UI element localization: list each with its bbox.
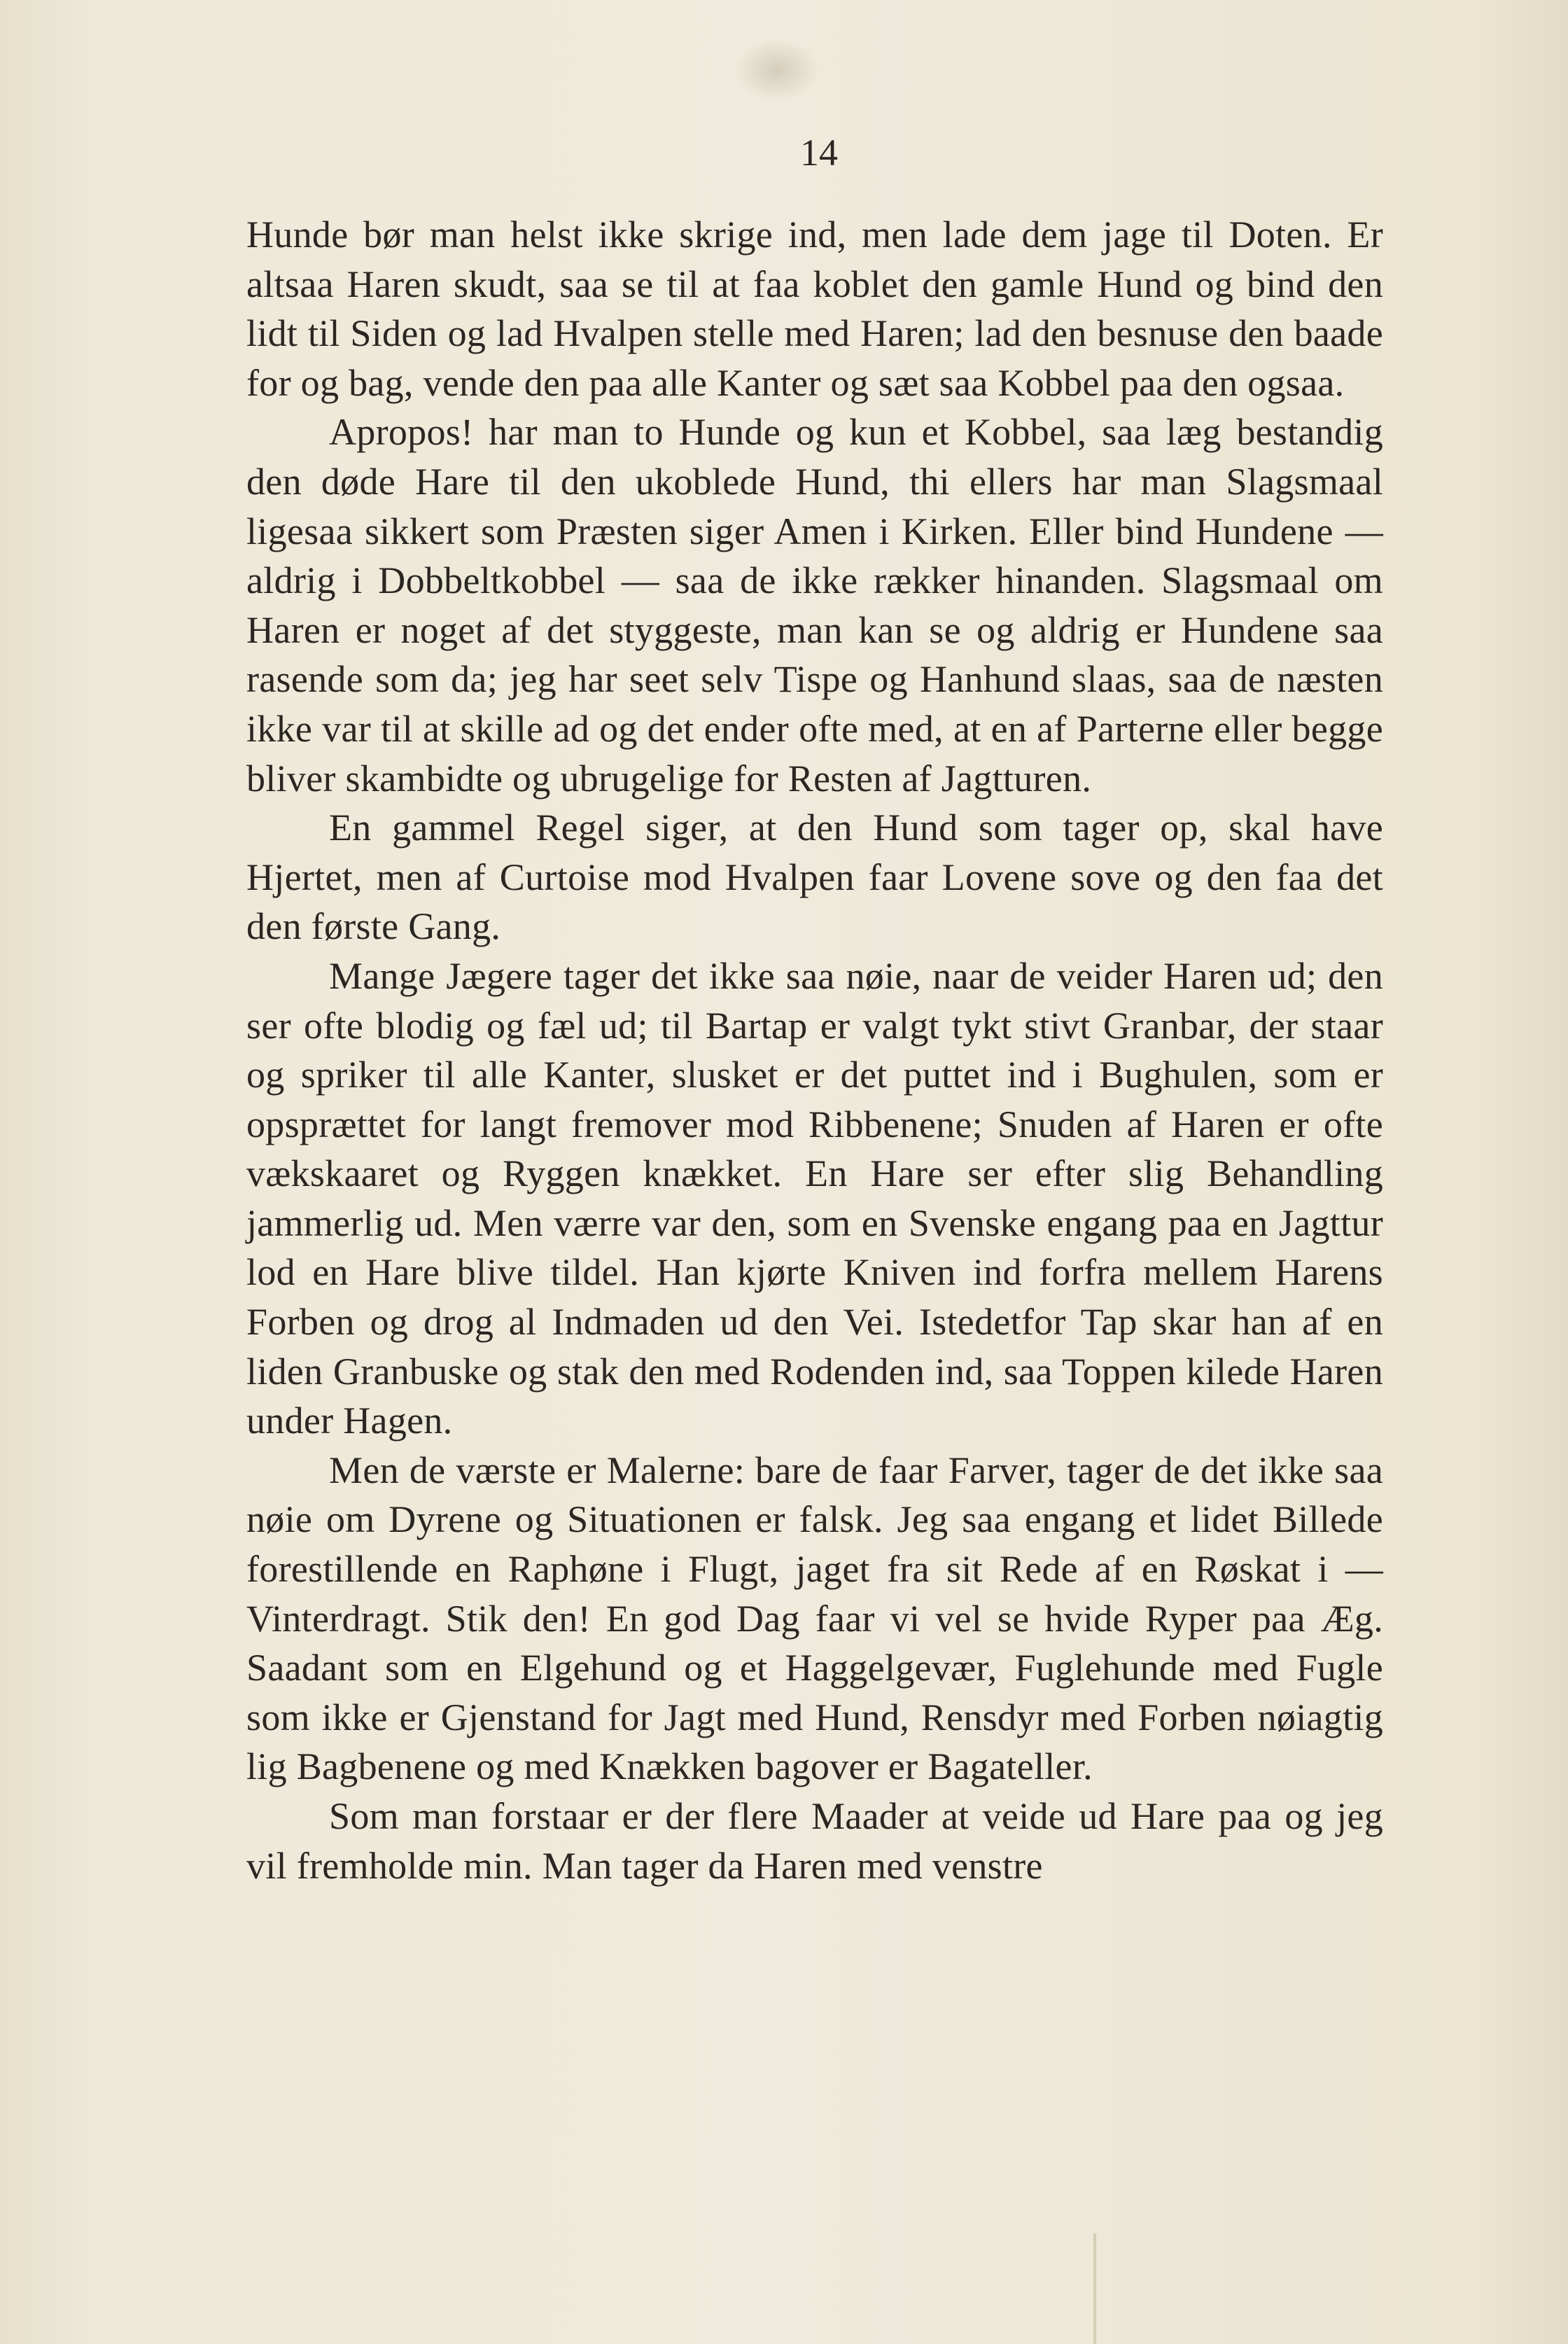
paragraph-3: En gammel Regel siger, at den Hund som tager op, skal have Hjertet, men af Curtoise mod Hvalpen faar Lovene sove og den faa det den første Gang. (246, 807, 1383, 948)
paper-stain (735, 39, 819, 102)
page-edge-mark (1093, 2233, 1096, 2344)
paragraph-4: Mange Jægere tager det ikke saa nøie, naar de veider Haren ud; den ser ofte blodig og fæl ud; til Bartap er valgt tykt stivt Granbar, der staar og spriker til alle Kanter, slusket er det puttet ind i Bughulen, som er opsprættet for langt fremover mod Ribbenene; Snuden af Haren er ofte vækskaaret og Ryggen knækket. En Hare ser efter slig Behandling jammerlig ud. Men værre var den, som en Svenske engang paa en Jagttur lod en Hare blive tildel. Han kjørte Kniven ind forfra mellem Harens Forben og drog al Indmaden ud den Vei. Istedetfor Tap skar han af en liden Granbuske og stak den med Rodenden ind, saa Toppen kilede Haren under Hagen. (246, 954, 1383, 1442)
page-number: 14 (800, 132, 838, 174)
body-text (246, 210, 1383, 1890)
paragraph-5: Men de værste er Malerne: bare de faar Farver, tager de det ikke saa nøie om Dyrene og Situationen er falsk. Jeg saa engang et lidet Billede forestillende en Raphøne i Flugt, jaget fra sit Rede af en Røskat i — Vinterdragt. Stik den! En god Dag faar vi vel se hvide Ryper paa Æg. Saadant som en Elgehund og et Haggelgevær, Fuglehunde med Fugle som ikke er Gjenstand for Jagt med Hund, Rensdyr med Forben nøiagtig lig Bagbenene og med Knækken bagover er Bagateller. (246, 1449, 1383, 1788)
paragraph-6: Som man forstaar er der flere Maader at veide ud Hare paa og jeg vil fremholde min. Man tager da Haren med venstre (246, 1795, 1383, 1887)
paragraph-2: Apropos! har man to Hunde og kun et Kobbel, saa læg bestandig den døde Hare til den ukoblede Hund, thi ellers har man Slagsmaal ligesaa sikkert som Præsten siger Amen i Kirken. Eller bind Hundene — aldrig i Dobbeltkobbel — saa de ikke rækker hinanden. Slagsmaal om Haren er noget af det styggeste, man kan se og aldrig er Hundene saa rasende som da; jeg har seet selv Tispe og Hanhund slaas, saa de næsten ikke var til at skille ad og det ender ofte med, at en af Parterne eller begge bliver skambidte og ubrugelige for Resten af Jagtturen. (246, 411, 1383, 800)
paragraph-1: Hunde bør man helst ikke skrige ind, men lade dem jage til Doten. Er altsaa Haren skudt, saa se til at faa koblet den gamle Hund og bind den lidt til Siden og lad Hvalpen stelle med Haren; lad den besnuse den baade for og bag, vende den paa alle Kanter og sæt saa Kobbel paa den ogsaa. (246, 214, 1383, 404)
